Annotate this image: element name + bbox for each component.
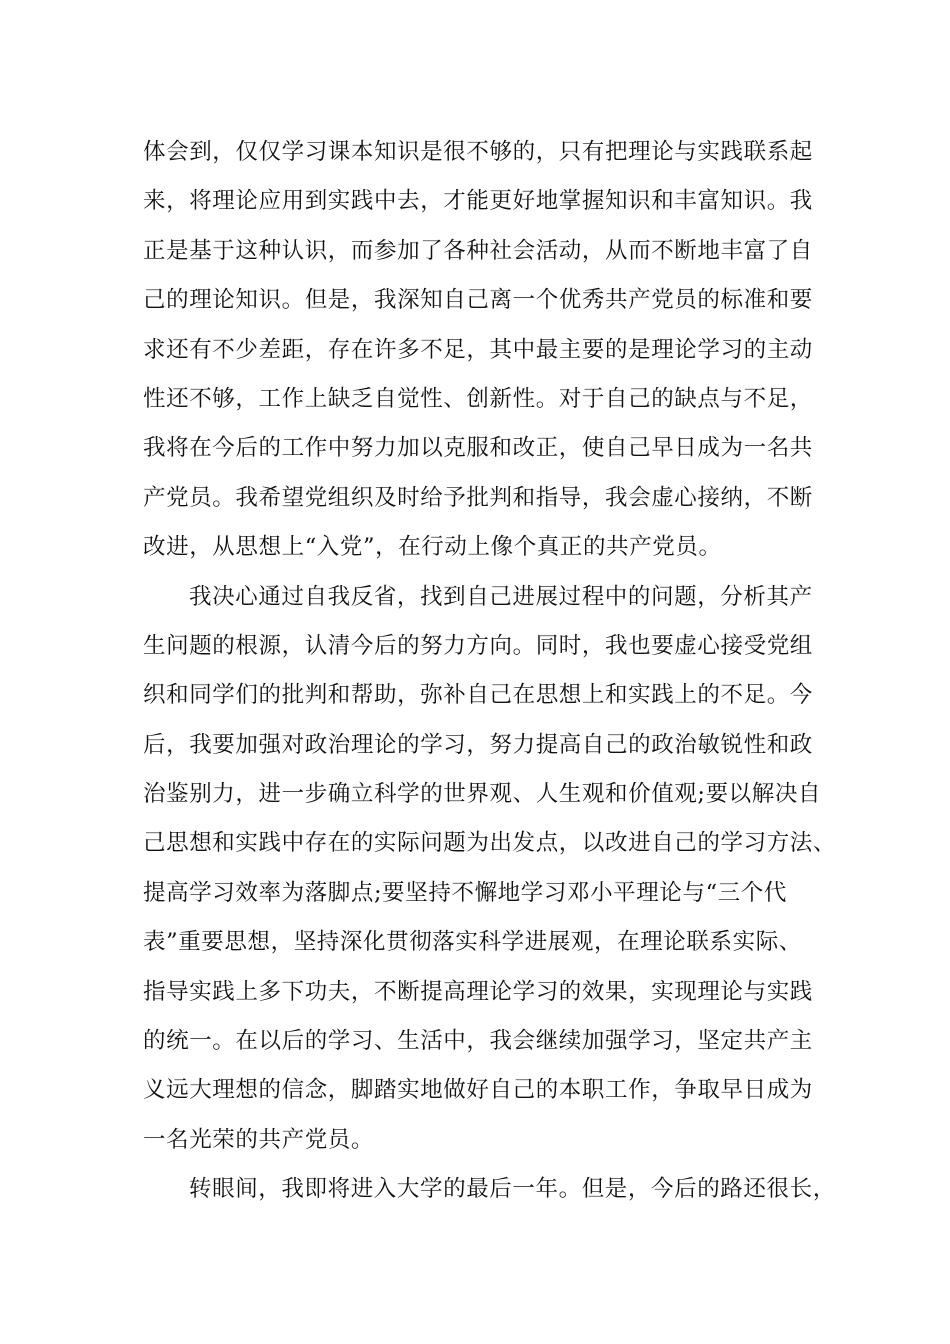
- text-line: 求还有不少差距，存在许多不足，其中最主要的是理论学习的主动: [143, 336, 813, 363]
- text-line: 表”重要思想，坚持深化贯彻落实科学进展观，在理论联系实际、: [143, 929, 802, 956]
- text-line: 一名光荣的共产党员。: [143, 1126, 375, 1153]
- text-line: 我将在今后的工作中努力加以克服和改正，使自己早日成为一名共: [143, 435, 813, 462]
- text-line: 己的理论知识。但是，我深知自己离一个优秀共产党员的标准和要: [143, 287, 813, 314]
- text-line: 指导实践上多下功夫，不断提高理论学习的效果，实现理论与实践: [143, 978, 813, 1005]
- text-line: 生问题的根源，认清今后的努力方向。同时，我也要虚心接受党组: [143, 632, 813, 659]
- text-line: 的统一。在以后的学习、生活中，我会继续加强学习，坚定共产主: [143, 1028, 813, 1055]
- text-line: 治鉴别力，进一步确立科学的世界观、人生观和价值观;要以解决自: [143, 781, 822, 808]
- text-line: 义远大理想的信念，脚踏实地做好自己的本职工作，争取早日成为: [143, 1077, 813, 1104]
- body-text: [143, 128, 843, 1215]
- text-line: 后，我要加强对政治理论的学习，努力提高自己的政治敏锐性和政: [143, 731, 813, 758]
- text-line: 织和同学们的批判和帮助，弥补自己在思想上和实践上的不足。今: [143, 682, 813, 709]
- text-line: 提高学习效率为落脚点;要坚持不懈地学习邓小平理论与“三个代: [143, 879, 787, 906]
- paragraph-first-line: 我决心通过自我反省，找到自己进展过程中的问题，分析其产: [189, 583, 813, 610]
- text-line: 来，将理论应用到实践中去，才能更好地掌握知识和丰富知识。我: [143, 188, 813, 215]
- text-line: 己思想和实践中存在的实际问题为出发点，以改进自己的学习方法、: [143, 830, 837, 857]
- text-line: 产党员。我希望党组织及时给予批判和指导，我会虚心接纳，不断: [143, 484, 813, 511]
- paragraph-first-line: 转眼间，我即将进入大学的最后一年。但是，今后的路还很长，: [189, 1176, 836, 1203]
- text-line: 性还不够，工作上缺乏自觉性、创新性。对于自己的缺点与不足，: [143, 385, 813, 412]
- text-line: 改进，从思想上“入党”，在行动上像个真正的共产党员。: [143, 534, 722, 561]
- text-line: 体会到，仅仅学习课本知识是很不够的，只有把理论与实践联系起: [143, 139, 813, 165]
- text-line: 正是基于这种认识，而参加了各种社会活动，从而不断地丰富了自: [143, 237, 813, 264]
